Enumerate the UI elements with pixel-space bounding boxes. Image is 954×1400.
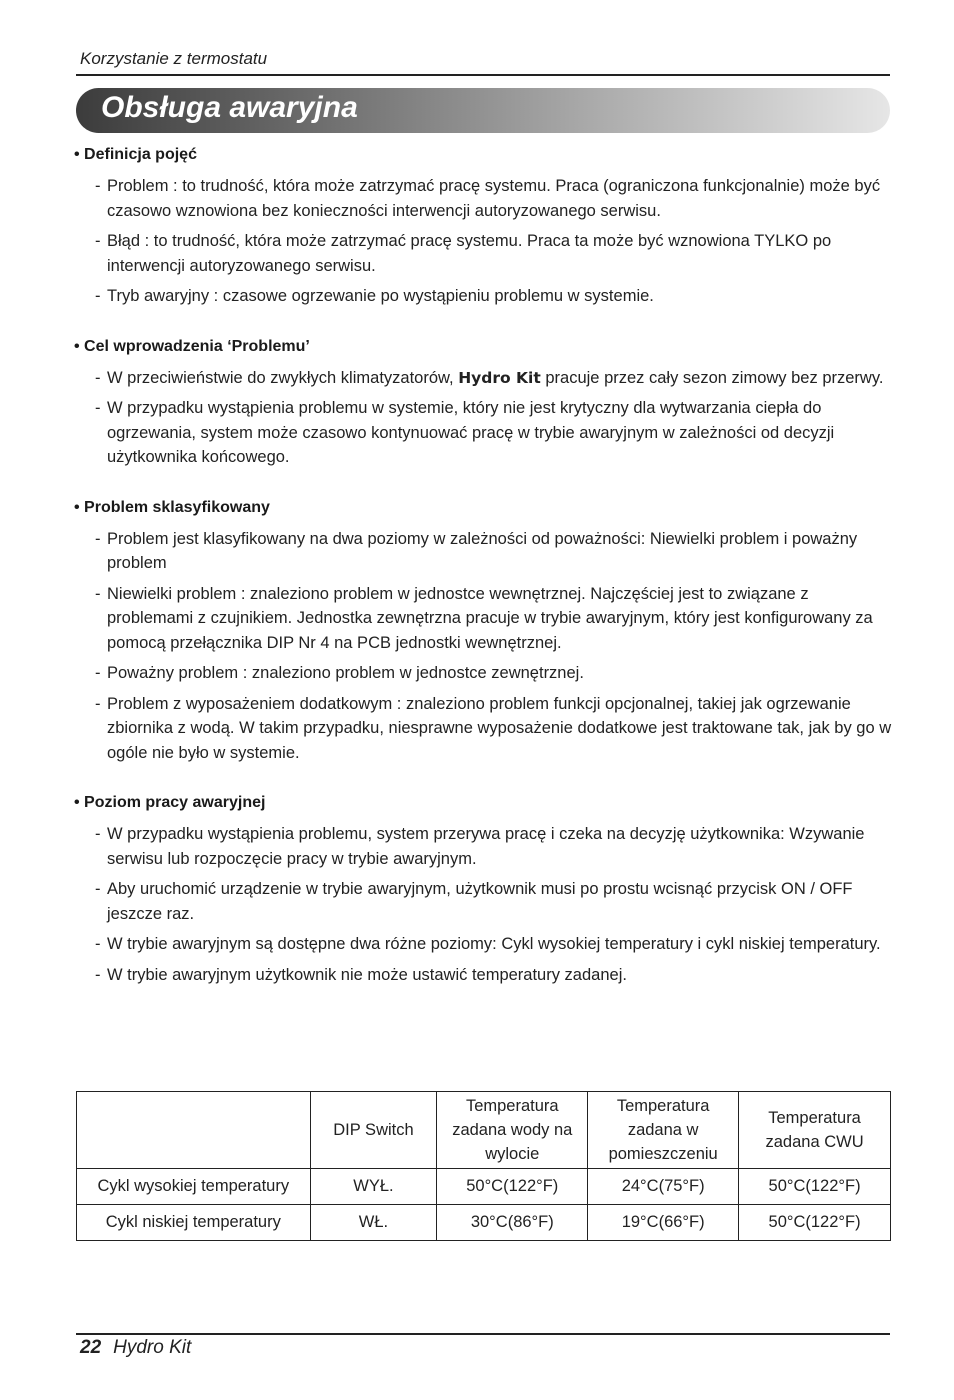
section-heading: • Cel wprowadzenia ‘Problemu’	[74, 337, 310, 355]
list-item: - Niewielki problem : znaleziono problem w jednostce wewnętrznej. Najczęściej jest to związane z problemami z czujnikiem. Jednostka zewnętrzna pracuje w trybie awaryjnym, który jest konfigurowany za pomocą przełącznika DIP Nr 4 na PCB jednostki wewnętrznej.	[74, 582, 894, 656]
dash-marker: -	[95, 694, 101, 713]
table-header-row	[77, 1092, 891, 1169]
dash-marker: -	[95, 935, 101, 953]
table-row	[77, 1205, 891, 1241]
dash-marker: -	[95, 965, 101, 984]
list-item	[74, 366, 894, 391]
list-item: - Poważny problem : znaleziono problem w jednostce zewnętrznej.	[74, 661, 894, 686]
dash-marker: -	[95, 664, 101, 682]
temperature-table	[76, 1091, 891, 1241]
dash-marker: -	[95, 584, 101, 603]
running-header: Korzystanie z termostatu	[80, 49, 268, 68]
table-row	[77, 1169, 891, 1205]
table-cell: 50°C(122°F)	[437, 1169, 588, 1205]
table-header-cell: Temperatura zadana CWU	[739, 1092, 891, 1169]
list-item: - W trybie awaryjnym użytkownik nie może ustawić temperatury zadanej.	[74, 963, 894, 988]
dash-marker: -	[95, 232, 101, 250]
list-item: - Problem : to trudność, która może zatrzymać pracę systemu. Praca (ograniczona funkcjonalnie) może być czasowo wznowiona bez konieczności interwencji autoryzowanego serwisu.	[74, 174, 894, 223]
table-cell: 50°C(122°F)	[739, 1205, 891, 1241]
item-text-after: pracuje przez cały sezon zimowy bez przerwy.	[540, 368, 884, 387]
page-title: Obsługa awaryjna	[101, 91, 358, 124]
section-heading: • Poziom pracy awaryjnej	[74, 794, 266, 811]
list-item: - W przypadku wystąpienia problemu w systemie, który nie jest krytyczny dla wytwarzania ciepła do ogrzewania, system może czasowo kontynuować pracę w trybie awaryjnym w zależności od decyzji użytkownika końcowego.	[74, 396, 894, 470]
dash-marker: -	[95, 880, 101, 898]
table-cell: Cykl wysokiej temperatury	[77, 1169, 311, 1205]
header-rule	[76, 74, 890, 76]
table-cell: Cykl niskiej temperatury	[77, 1205, 311, 1241]
section-definitions	[74, 144, 894, 309]
section-heading: • Definicja pojęć	[74, 146, 197, 163]
dash-marker: -	[95, 177, 101, 195]
table-cell: 30°C(86°F)	[437, 1205, 588, 1241]
item-text-before: W przeciwieństwie do zwykłych klimatyzatorów,	[107, 368, 459, 387]
title-banner	[76, 88, 890, 133]
section-classification	[74, 497, 894, 766]
dash-marker: -	[95, 529, 101, 548]
dash-marker: -	[95, 368, 101, 387]
list-item: - W trybie awaryjnym są dostępne dwa różne poziomy: Cykl wysokiej temperatury i cykl niskiej temperatury.	[74, 932, 894, 957]
section-emergency-level	[74, 792, 894, 987]
footer-rule	[76, 1333, 890, 1335]
footer-product: Hydro Kit	[113, 1337, 192, 1358]
list-item: - Aby uruchomić urządzenie w trybie awaryjnym, użytkownik musi po prostu wcisnąć przycisk ON / OFF jeszcze raz.	[74, 877, 894, 926]
dash-marker: -	[95, 287, 101, 305]
table-header-cell: Temperatura zadana wody na wylocie	[437, 1092, 588, 1169]
page-number: 22	[80, 1337, 102, 1358]
section-purpose	[74, 336, 894, 470]
table-cell: 19°C(66°F)	[588, 1205, 739, 1241]
list-item: - Problem z wyposażeniem dodatkowym : znaleziono problem funkcji opcjonalnej, takiej jak ogrzewanie zbiornika z wodą. W takim przypadku, niesprawne wyposażenie dodatkowe jest traktowane tak, jak by go w ogóle nie było w systemie.	[74, 692, 894, 766]
table-header-cell: Temperatura zadana w pomieszczeniu	[588, 1092, 739, 1169]
table-cell: 24°C(75°F)	[588, 1169, 739, 1205]
table-header-cell: DIP Switch	[310, 1092, 437, 1169]
table-cell: WŁ.	[310, 1205, 437, 1241]
content	[74, 144, 894, 1014]
list-item: - Błąd : to trudność, która może zatrzymać pracę systemu. Praca ta może być wznowiona TYLKO po interwencji autoryzowanego serwisu.	[74, 229, 894, 278]
list-item: - Tryb awaryjny : czasowe ogrzewanie po wystąpieniu problemu w systemie.	[74, 284, 894, 309]
dash-marker: -	[95, 825, 101, 843]
page-footer	[80, 1337, 191, 1359]
dash-marker: -	[95, 399, 101, 417]
list-item: - Problem jest klasyfikowany na dwa poziomy w zależności od poważności: Niewielki problem i poważny problem	[74, 527, 894, 576]
table-header-cell	[77, 1092, 311, 1169]
table-cell: 50°C(122°F)	[739, 1169, 891, 1205]
brand-name: Hydro Kit	[458, 368, 541, 387]
table-cell: WYŁ.	[310, 1169, 437, 1205]
section-heading: • Problem sklasyfikowany	[74, 498, 270, 516]
list-item: - W przypadku wystąpienia problemu, system przerywa pracę i czeka na decyzję użytkownika: Wzywanie serwisu lub rozpoczęcie pracy w trybie awaryjnym.	[74, 822, 894, 871]
